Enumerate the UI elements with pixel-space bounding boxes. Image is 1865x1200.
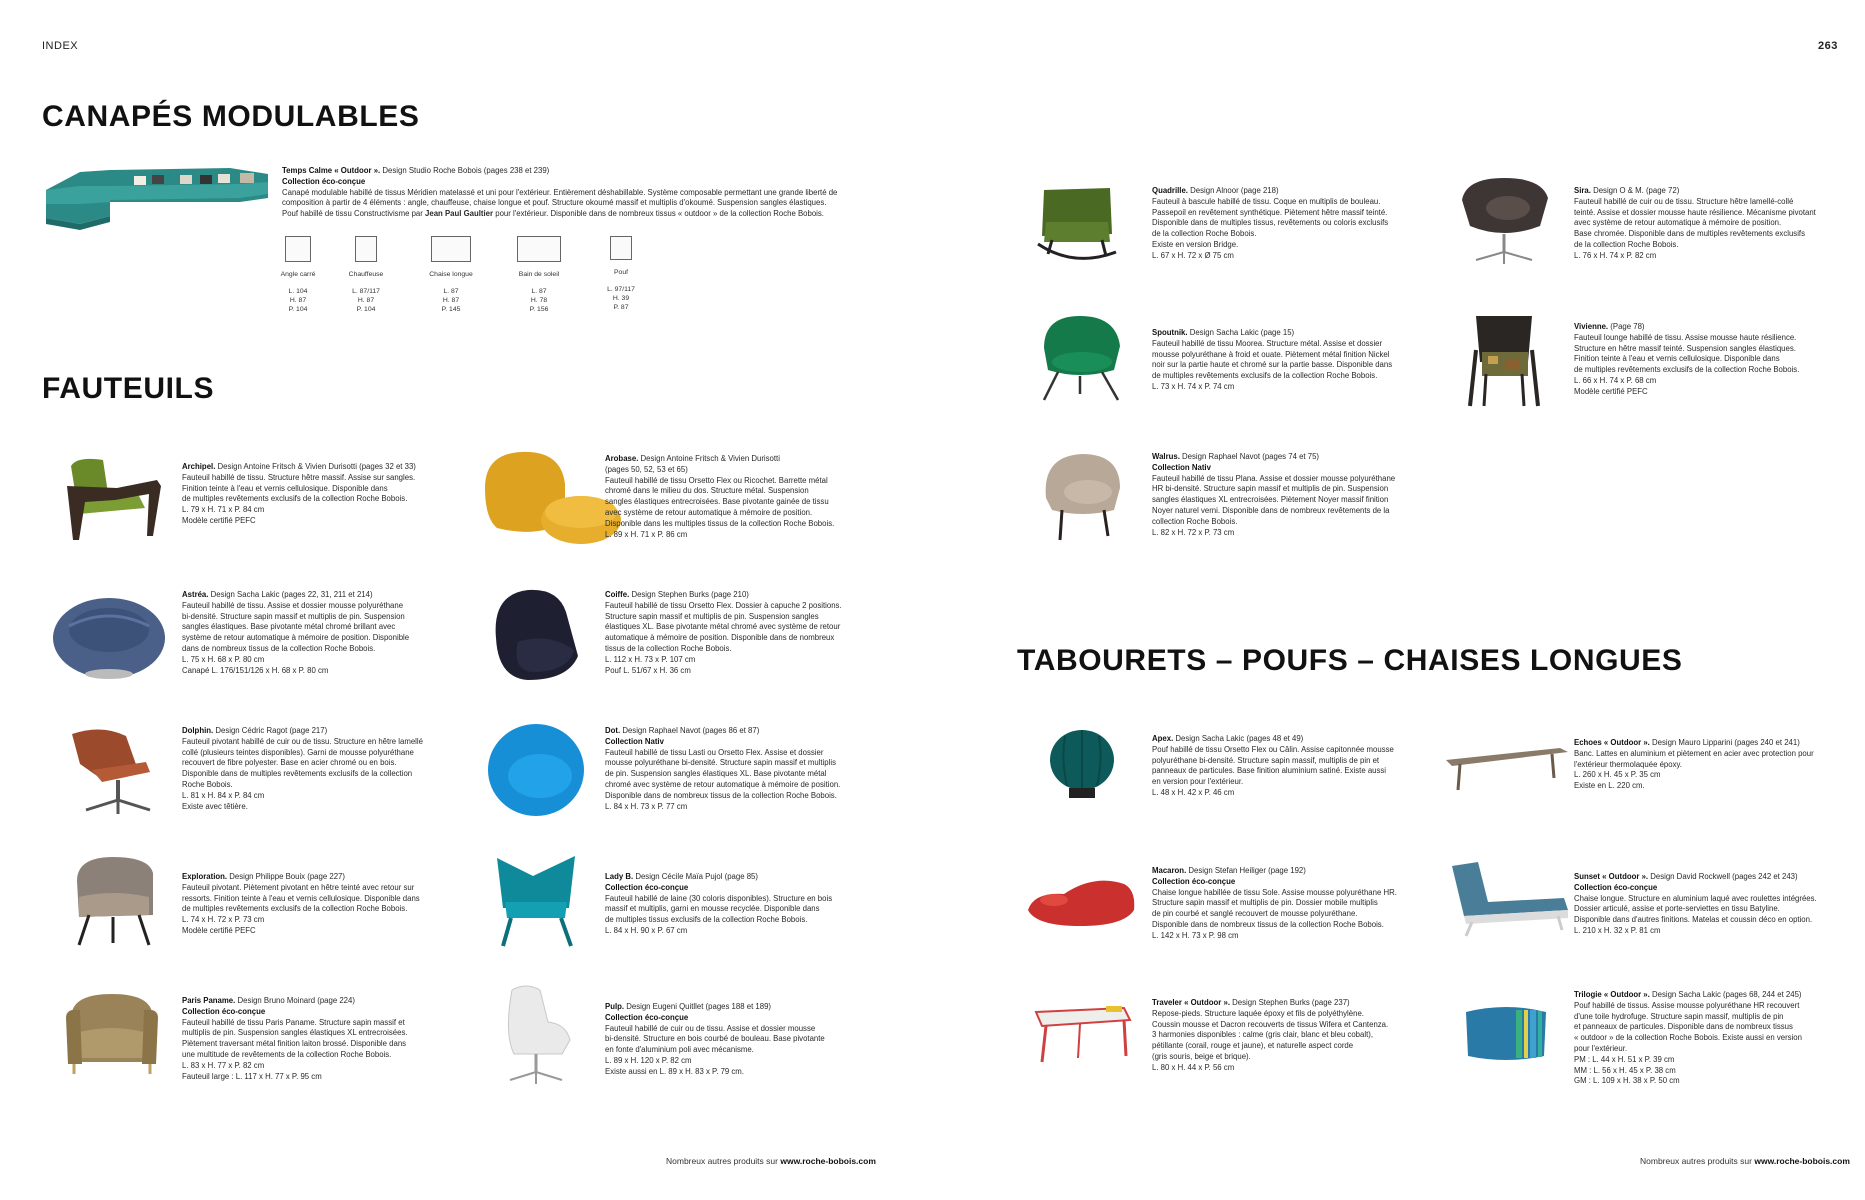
product-line: d'une toile hydrofuge. Structure sapin massif, multiplis de pin <box>1574 1011 1784 1021</box>
footer-text: Nombreux autres produits sur <box>666 1156 778 1166</box>
product-line: multiplis de pin. Suspension sangles élastiques XL entrecroisées. <box>182 1028 408 1038</box>
product-credit: Design Sacha Lakic (page 15) <box>1189 328 1295 337</box>
product-line: dans de nombreux tissus de la collection Roche Bobois. <box>182 643 376 653</box>
product-credit: Design Bruno Moinard (page 224) <box>237 996 355 1005</box>
product-line: L. 80 x H. 44 x P. 56 cm <box>1152 1062 1235 1072</box>
product-line: L. 81 x H. 84 x P. 84 cm <box>182 790 265 800</box>
entry-paris-paname <box>182 996 442 1082</box>
product-line: L. 74 x H. 72 x P. 73 cm <box>182 915 265 925</box>
module-dim: L. 87 <box>531 288 547 295</box>
product-line: Pouf habillé de tissu Orsetto Flex ou Câlin. Assise capitonnée mousse <box>1152 744 1394 754</box>
product-line: Fauteuil pivotant. Piètement pivotant en hêtre teinté avec retour sur <box>182 882 415 892</box>
chair-image-archipel <box>52 444 172 544</box>
product-line: Dossier articulé, assise et porte-serviettes en tissu Batyline. <box>1574 904 1780 914</box>
product-name: Trilogie « Outdoor ». <box>1574 990 1650 999</box>
product-line: L. 83 x H. 77 x P. 82 cm <box>182 1060 265 1070</box>
footer-text: Nombreux autres produits sur <box>1640 1156 1752 1166</box>
product-name: Archipel. <box>182 462 216 471</box>
product-line: Fauteuil habillé de tissu Paris Paname. Structure sapin massif et <box>182 1017 405 1027</box>
entry-temps-calme <box>282 166 842 220</box>
entry-exploration <box>182 872 442 937</box>
product-line: l'extérieur thermolaquée époxy. <box>1574 759 1682 769</box>
product-line: chromé avec système de retour automatique à mémoire de position. <box>605 779 841 789</box>
product-credit: Design Studio Roche Bobois (pages 238 et 239) <box>382 166 550 175</box>
product-line: Base chromée. Disponible dans de multiples revêtements exclusifs <box>1574 229 1805 239</box>
product-line: L. 75 x H. 68 x P. 80 cm <box>182 654 265 664</box>
module-dim: P. 104 <box>288 306 308 313</box>
product-line: recouvert de fibre polyester. Base en acier chromé ou en bois. <box>182 758 397 768</box>
chair-image-astrea <box>44 584 174 684</box>
product-line: L. 142 x H. 73 x P. 98 cm <box>1152 930 1239 940</box>
module-diagram <box>517 236 561 262</box>
product-line: de multiples revêtements exclusifs de la collection Roche Bobois. <box>182 494 408 504</box>
product-credit: Design Sacha Lakic (pages 48 et 49) <box>1175 734 1304 743</box>
module-dim: L. 97/117 <box>607 286 635 293</box>
product-line: Fauteuil habillé de cuir ou de tissu. Structure hêtre lamellé-collé <box>1574 196 1794 206</box>
product-name: Echoes « Outdoor ». <box>1574 738 1650 747</box>
product-line: une multitude de revêtements de la collection Roche Bobois. <box>182 1049 392 1059</box>
chair-image-sira <box>1454 172 1554 268</box>
product-line: Repose-pieds. Structure laquée époxy et fils de polyéthylène. <box>1152 1008 1364 1018</box>
entry-pulp <box>605 1002 855 1078</box>
index-label: INDEX <box>42 40 79 52</box>
product-line: Structure en hêtre massif teinté. Suspension sangles élastiques. <box>1574 343 1796 353</box>
product-line: Fauteuil habillé de tissu Orsetto Flex ou Ricochet. Barrette métal <box>605 475 828 485</box>
product-line: noir sur la partie haute et chromé sur la partie basse. Disponible dans <box>1152 360 1393 370</box>
product-credit: Design Antoine Fritsch & Vivien Durisotti <box>640 454 780 463</box>
product-line: (pages 50, 52, 53 et 65) <box>605 464 688 474</box>
product-name: Exploration. <box>182 872 228 881</box>
product-line: bi-densité. Structure sapin massif et multiplis de pin. Suspension <box>182 611 405 621</box>
product-line: Disponible dans de nombreux tissus de la collection Roche Bobois. <box>605 790 837 800</box>
chair-image-quadrille <box>1032 180 1122 270</box>
product-line: mousse polyuréthane bi-densité. Structure sapin massif et multiplis <box>605 758 836 768</box>
product-name: Paris Paname. <box>182 996 236 1005</box>
product-line: Banc. Lattes en aluminium et piètement en acier avec protection pour <box>1574 748 1814 758</box>
product-collection: Collection éco-conçue <box>282 176 366 186</box>
product-line: automatique à mémoire de position. Disponible dans de nombreux <box>605 633 835 643</box>
entry-archipel <box>182 462 442 527</box>
footrest-image-traveler <box>1030 996 1134 1068</box>
module-label: Angle carré <box>280 271 316 278</box>
chaise-image-sunset <box>1442 858 1572 942</box>
product-line: mousse polyuréthane à froid et ouate. Piètement métal finition Nickel <box>1152 349 1390 359</box>
product-collection: Collection éco-conçue <box>605 1012 689 1022</box>
product-line: L. 76 x H. 74 x P. 82 cm <box>1574 250 1657 260</box>
product-line: Fauteuil habillé de tissu Moorea. Structure métal. Assise et dossier <box>1152 338 1383 348</box>
module-diagram <box>285 236 311 262</box>
module-angle-carre <box>267 236 329 314</box>
chair-image-dot <box>484 718 588 820</box>
product-line: de pin courbé et sanglé recouvert de mousse polyuréthane. <box>1152 909 1358 919</box>
product-credit: Design David Rockwell (pages 242 et 243) <box>1650 872 1798 881</box>
product-line: L. 89 x H. 71 x P. 86 cm <box>605 529 688 539</box>
module-label: Chaise longue <box>429 271 473 278</box>
product-line: en fonte d'aluminium poli avec mécanisme. <box>605 1045 754 1055</box>
product-line: Fauteuil habillé de tissu Plana. Assise et dossier mousse polyuréthane <box>1152 473 1396 483</box>
product-line: Existe avec têtière. <box>182 801 248 811</box>
chair-image-exploration <box>66 850 162 948</box>
product-name: Macaron. <box>1152 866 1187 875</box>
product-credit: Design Sacha Lakic (pages 22, 31, 211 et 214) <box>210 590 373 599</box>
footer-left <box>666 1156 876 1166</box>
entry-coiffe <box>605 590 855 676</box>
product-line: Finition teinte à l'eau et vernis cellulosique. Disponible dans <box>1574 354 1780 364</box>
module-dim: P. 104 <box>356 306 376 313</box>
product-line: Finition teinte à l'eau et vernis cellulosique. Disponible dans <box>182 483 388 493</box>
product-collection: Collection éco-conçue <box>182 1006 266 1016</box>
product-line: collection Roche Bobois. <box>1152 516 1238 526</box>
section-title-stools: TABOURETS – POUFS – CHAISES LONGUES <box>1017 644 1683 677</box>
product-line: 3 harmonies disponibles : calme (gris clair, blanc et bleu cobalt), <box>1152 1030 1374 1040</box>
product-credit: Design Raphael Navot (pages 74 et 75) <box>1182 452 1320 461</box>
module-diagram <box>431 236 471 262</box>
module-dim: L. 87 <box>443 288 459 295</box>
product-line: collé (plusieurs teintes disponibles). Garni de mousse polyuréthane <box>182 747 414 757</box>
page-number: 263 <box>1818 40 1838 52</box>
module-chaise-longue <box>420 236 482 314</box>
bench-image-echoes <box>1442 740 1572 796</box>
product-credit: Design Mauro Lipparini (pages 240 et 241) <box>1652 738 1800 747</box>
product-line: Disponible dans de nombreux tissus de la collection Roche Bobois. <box>1152 919 1384 929</box>
product-name: Apex. <box>1152 734 1174 743</box>
entry-dolphin <box>182 726 442 812</box>
product-credit: Design Stephen Burks (page 237) <box>1232 998 1350 1007</box>
entry-astrea <box>182 590 442 676</box>
product-line: L. 66 x H. 74 x P. 68 cm <box>1574 375 1657 385</box>
product-line: sangles élastiques. Base pivotante métal chromé brillant avec <box>182 622 396 632</box>
module-label: Chauffeuse <box>348 271 384 278</box>
entry-apex <box>1152 734 1412 799</box>
product-text-end: pour l'extérieur. Disponible dans de nombreux tissus « outdoor » de la collection Roche Bobois. <box>495 209 824 219</box>
product-line: en version pour l'extérieur. <box>1152 777 1244 787</box>
footer-link[interactable]: www.roche-bobois.com <box>780 1156 876 1166</box>
product-name: Pulp. <box>605 1002 625 1011</box>
product-line: Fauteuil habillé de tissu Lasti ou Orsetto Flex. Assise et dossier <box>605 747 824 757</box>
product-name: Coiffe. <box>605 590 630 599</box>
product-line: de multiples revêtements exclusifs de la collection Roche Bobois. <box>182 904 408 914</box>
product-name: Lady B. <box>605 872 634 881</box>
product-line: avec système de retour automatique à mémoire de position. <box>605 507 813 517</box>
product-line: L. 82 x H. 72 x P. 73 cm <box>1152 527 1235 537</box>
footer-right <box>1640 1156 1850 1166</box>
product-line: chromé dans le milieu du dos. Structure métal. Suspension <box>605 486 809 496</box>
product-line: Disponible dans de multiples tissus, revêtements ou coloris exclusifs <box>1152 218 1389 228</box>
product-collection: Collection éco-conçue <box>1574 882 1658 892</box>
product-line: de multiples revêtements exclusifs de la collection Roche Bobois. <box>1574 365 1800 375</box>
entry-spoutnik <box>1152 328 1412 393</box>
module-diagram <box>610 236 632 260</box>
entry-trilogie <box>1574 990 1834 1087</box>
module-dim: L. 87/117 <box>352 288 380 295</box>
product-line: HR bi-densité. Structure sapin massif et multiplis de pin. Suspension <box>1152 484 1389 494</box>
product-collection: Collection Nativ <box>605 736 664 746</box>
product-line: Fauteuil habillé de tissu. Assise et dossier mousse polyuréthane <box>182 600 404 610</box>
product-line: Canapé L. 176/151/126 x H. 68 x P. 80 cm <box>182 665 329 675</box>
product-line: Chaise longue. Structure en aluminium laqué avec roulettes intégrées. <box>1574 893 1817 903</box>
product-line: de multiples revêtements exclusifs de la collection Roche Bobois. <box>1152 371 1378 381</box>
product-line: L. 260 x H. 45 x P. 35 cm <box>1574 770 1661 780</box>
section-title-armchairs: FAUTEUILS <box>42 372 215 405</box>
product-line: Modèle certifié PEFC <box>182 515 256 525</box>
product-line: Fauteuil habillé de tissu. Structure hêtre massif. Assise sur sangles. <box>182 472 416 482</box>
product-line: L. 89 x H. 120 x P. 82 cm <box>605 1055 692 1065</box>
product-line: panneaux de particules. Base finition aluminium satiné. Existe aussi <box>1152 766 1387 776</box>
product-line: Disponible dans de multiples revêtements exclusifs de la collection <box>182 769 413 779</box>
product-credit: Design Stefan Heiliger (page 192) <box>1188 866 1306 875</box>
chaise-image-macaron <box>1022 868 1140 932</box>
module-dim: P. 145 <box>441 306 461 313</box>
product-line: pétillante (corail, rouge et jaune), et naturelle aspect corde <box>1152 1041 1354 1051</box>
product-line: Fauteuil large : L. 117 x H. 77 x P. 95 cm <box>182 1071 322 1081</box>
product-credit: Design Antoine Fritsch & Vivien Durisotti (pages 32 et 33) <box>217 462 416 471</box>
chair-image-spoutnik <box>1034 310 1126 404</box>
product-line: L. 112 x H. 73 x P. 107 cm <box>605 654 696 664</box>
product-line: « outdoor » de la collection Roche Bobois. Existe aussi en version <box>1574 1033 1802 1043</box>
product-name: Arobase. <box>605 454 639 463</box>
product-collection: Collection Nativ <box>1152 462 1211 472</box>
module-dim: H. 39 <box>612 295 630 302</box>
product-line: Existe aussi en L. 89 x H. 83 x P. 79 cm. <box>605 1066 744 1076</box>
entry-traveler <box>1152 998 1412 1074</box>
product-collection: Collection éco-conçue <box>605 882 689 892</box>
product-line: pour l'extérieur. <box>1574 1043 1628 1053</box>
product-line: de multiples tissus exclusifs de la collection Roche Bobois. <box>605 915 808 925</box>
product-line: sangles élastiques entrecroisées. Base pivotante gainée de tissu <box>605 497 829 507</box>
chair-image-coiffe <box>486 584 586 686</box>
product-credit: Design Eugeni Quitllet (pages 188 et 189) <box>626 1002 772 1011</box>
product-line: tissus de la collection Roche Bobois. <box>605 643 732 653</box>
module-dim: H. 78 <box>530 297 548 304</box>
product-line: avec système de retour automatique à mémoire de position. <box>1574 218 1782 228</box>
designer-name: Jean Paul Gaultier <box>425 209 494 219</box>
chair-image-dolphin <box>56 718 168 818</box>
product-line: (gris souris, beige et brique). <box>1152 1051 1251 1061</box>
product-line: Coussin mousse et Dacron recouverts de tissus Wifera et Cantenza. <box>1152 1019 1389 1029</box>
entry-vivienne <box>1574 322 1834 398</box>
section-title-modular: CANAPÉS MODULABLES <box>42 100 420 133</box>
product-line: teinté. Assise et dossier mousse haute résilience. Mécanisme pivotant <box>1574 207 1816 217</box>
product-line: Piètement traversant métal finition laiton brossé. Disponible dans <box>182 1039 407 1049</box>
entry-sira <box>1574 186 1834 262</box>
product-line: de la collection Roche Bobois. <box>1574 239 1679 249</box>
product-line: Pouf habillé de tissus. Assise mousse polyuréthane HR recouvert <box>1574 1000 1800 1010</box>
product-line: Modèle certifié PEFC <box>1574 386 1648 396</box>
chair-image-vivienne <box>1460 310 1548 410</box>
product-line: massif et multiplis, garni en mousse recyclée. Disponible dans <box>605 904 820 914</box>
entry-sunset <box>1574 872 1834 937</box>
product-credit: Design Raphael Navot (pages 86 et 87) <box>622 726 760 735</box>
entry-dot <box>605 726 855 812</box>
entry-walrus <box>1152 452 1412 538</box>
module-bain-de-soleil <box>508 236 570 314</box>
module-label: Pouf <box>614 269 628 276</box>
product-line: MM : L. 56 x H. 45 x P. 38 cm <box>1574 1065 1676 1075</box>
product-line: L. 79 x H. 71 x P. 84 cm <box>182 505 265 515</box>
product-line: Fauteuil habillé de cuir ou de tissu. Assise et dossier mousse <box>605 1023 816 1033</box>
pouf-image-trilogie <box>1458 1000 1554 1066</box>
product-line: L. 84 x H. 73 x P. 77 cm <box>605 801 688 811</box>
chair-image-lady-b <box>490 850 582 950</box>
product-line: Existe en L. 220 cm. <box>1574 781 1645 791</box>
module-dim: H. 87 <box>442 297 460 304</box>
product-line: L. 67 x H. 72 x Ø 75 cm <box>1152 250 1234 260</box>
product-line: système de retour automatique à mémoire de position. Disponible <box>182 633 410 643</box>
product-line: Modèle certifié PEFC <box>182 925 256 935</box>
product-credit: Design Sacha Lakic (pages 68, 244 et 245) <box>1651 990 1802 999</box>
module-dim: H. 87 <box>289 297 307 304</box>
product-line: L. 210 x H. 32 x P. 81 cm <box>1574 925 1661 935</box>
product-line: Fauteuil à bascule habillé de tissu. Coque en multiplis de bouleau. <box>1152 196 1381 206</box>
product-line: Fauteuil habillé de laine (30 coloris disponibles). Structure en bois <box>605 893 833 903</box>
product-line: Roche Bobois. <box>182 779 233 789</box>
product-line: Structure sapin massif et multiplis de pin. Dossier mobile multiplis <box>1152 898 1378 908</box>
product-line: de pin. Suspension sangles élastiques XL. Base pivotante métal <box>605 769 827 779</box>
module-diagram <box>355 236 377 262</box>
chair-image-pulp <box>494 980 578 1088</box>
product-name: Temps Calme « Outdoor ». <box>282 166 381 175</box>
entry-lady-b <box>605 872 855 937</box>
product-credit: Design Cédric Ragot (page 217) <box>215 726 328 735</box>
product-credit: Design Cécile Maïa Pujol (page 85) <box>635 872 758 881</box>
module-dim: P. 156 <box>529 306 549 313</box>
sofa-image-temps-calme <box>40 160 272 230</box>
product-line: L. 84 x H. 90 x P. 67 cm <box>605 925 688 935</box>
product-line: ressorts. Finition teinte à l'eau et vernis cellulosique. Disponible dans <box>182 893 420 903</box>
product-line: Fauteuil habillé de tissu Orsetto Flex. Dossier à capuche 2 positions. <box>605 600 842 610</box>
product-collection: Collection éco-conçue <box>1152 876 1236 886</box>
chair-image-walrus <box>1036 446 1126 544</box>
module-dim: P. 87 <box>613 304 629 311</box>
product-name: Vivienne. <box>1574 322 1609 331</box>
product-credit: Design Philippe Bouix (page 227) <box>229 872 345 881</box>
product-line: GM : L. 109 x H. 38 x P. 50 cm <box>1574 1076 1680 1086</box>
product-line: Pouf L. 51/67 x H. 36 cm <box>605 665 691 675</box>
product-line: Fauteuil lounge habillé de tissu. Assise mousse haute résilience. <box>1574 332 1797 342</box>
product-line: L. 48 x H. 42 x P. 46 cm <box>1152 787 1235 797</box>
product-line: bi-densité. Structure en bois courbé de bouleau. Base pivotante <box>605 1034 825 1044</box>
product-name: Walrus. <box>1152 452 1180 461</box>
product-line: PM : L. 44 x H. 51 x P. 39 cm <box>1574 1054 1675 1064</box>
product-line: L. 73 x H. 74 x P. 74 cm <box>1152 381 1235 391</box>
product-line: sangles élastiques XL entrecroisées. Piètement Noyer massif finition <box>1152 495 1389 505</box>
footer-link[interactable]: www.roche-bobois.com <box>1754 1156 1850 1166</box>
product-line: Passepoil en revêtement synthétique. Piètement hêtre massif teinté. <box>1152 207 1388 217</box>
module-dim: H. 87 <box>357 297 375 304</box>
pouf-image-apex <box>1046 726 1118 804</box>
product-name: Spoutnik. <box>1152 328 1188 337</box>
product-credit: Design Stephen Burks (page 210) <box>631 590 749 599</box>
entry-echoes <box>1574 738 1834 792</box>
product-line: Fauteuil pivotant habillé de cuir ou de tissu. Structure en hêtre lamellé <box>182 736 423 746</box>
entry-arobase <box>605 454 855 540</box>
product-name: Sunset « Outdoor ». <box>1574 872 1649 881</box>
product-line: polyuréthane bi-densité. Structure sapin massif, multiplis de pin et <box>1152 755 1380 765</box>
product-line: élastiques XL. Base pivotante métal chromé avec système de retour <box>605 622 841 632</box>
product-name: Dolphin. <box>182 726 214 735</box>
product-line: et panneaux de particules. Disponible dans de nombreux tissus <box>1574 1022 1793 1032</box>
entry-quadrille <box>1152 186 1412 262</box>
product-credit: Design Alnoor (page 218) <box>1190 186 1279 195</box>
product-name: Sira. <box>1574 186 1591 195</box>
product-line: Disponible dans d'autres finitions. Matelas et coussin déco en option. <box>1574 915 1813 925</box>
module-label: Bain de soleil <box>518 271 560 278</box>
product-credit: (Page 78) <box>1610 322 1645 331</box>
product-name: Astréa. <box>182 590 209 599</box>
chair-image-paris-paname <box>60 986 164 1080</box>
product-line: de la collection Roche Bobois. <box>1152 229 1257 239</box>
product-credit: Design O & M. (page 72) <box>1593 186 1680 195</box>
product-line: Noyer naturel verni. Disponible dans de nombreux revêtements de la <box>1152 505 1390 515</box>
product-line: Existe en version Bridge. <box>1152 239 1239 249</box>
module-dim: L. 104 <box>288 288 308 295</box>
product-line: Chaise longue habillée de tissu Sole. Assise mousse polyuréthane HR. <box>1152 887 1397 897</box>
product-line: Disponible dans les multiples tissus de la collection Roche Bobois. <box>605 518 835 528</box>
product-name: Dot. <box>605 726 621 735</box>
product-name: Traveler « Outdoor ». <box>1152 998 1230 1007</box>
product-name: Quadrille. <box>1152 186 1188 195</box>
entry-macaron <box>1152 866 1412 942</box>
module-pouf <box>590 236 652 312</box>
module-chauffeuse <box>335 236 397 314</box>
product-line: Structure sapin massif et multiplis de pin. Suspension sangles <box>605 611 819 621</box>
product-text: Canapé modulable habillé de tissus Méridien matelassé et uni pour l'extérieur. Entièrement déshabillable. Système composable permettant une grande liberté de composition à partir de 4 éléments : angle, chauffeuse, chaise longue et pouf. Structure okoumé massif et multiplis d'okoumé. Suspension sangles élastiques. Pouf habillé de tissu Constructivisme par <box>282 187 838 219</box>
